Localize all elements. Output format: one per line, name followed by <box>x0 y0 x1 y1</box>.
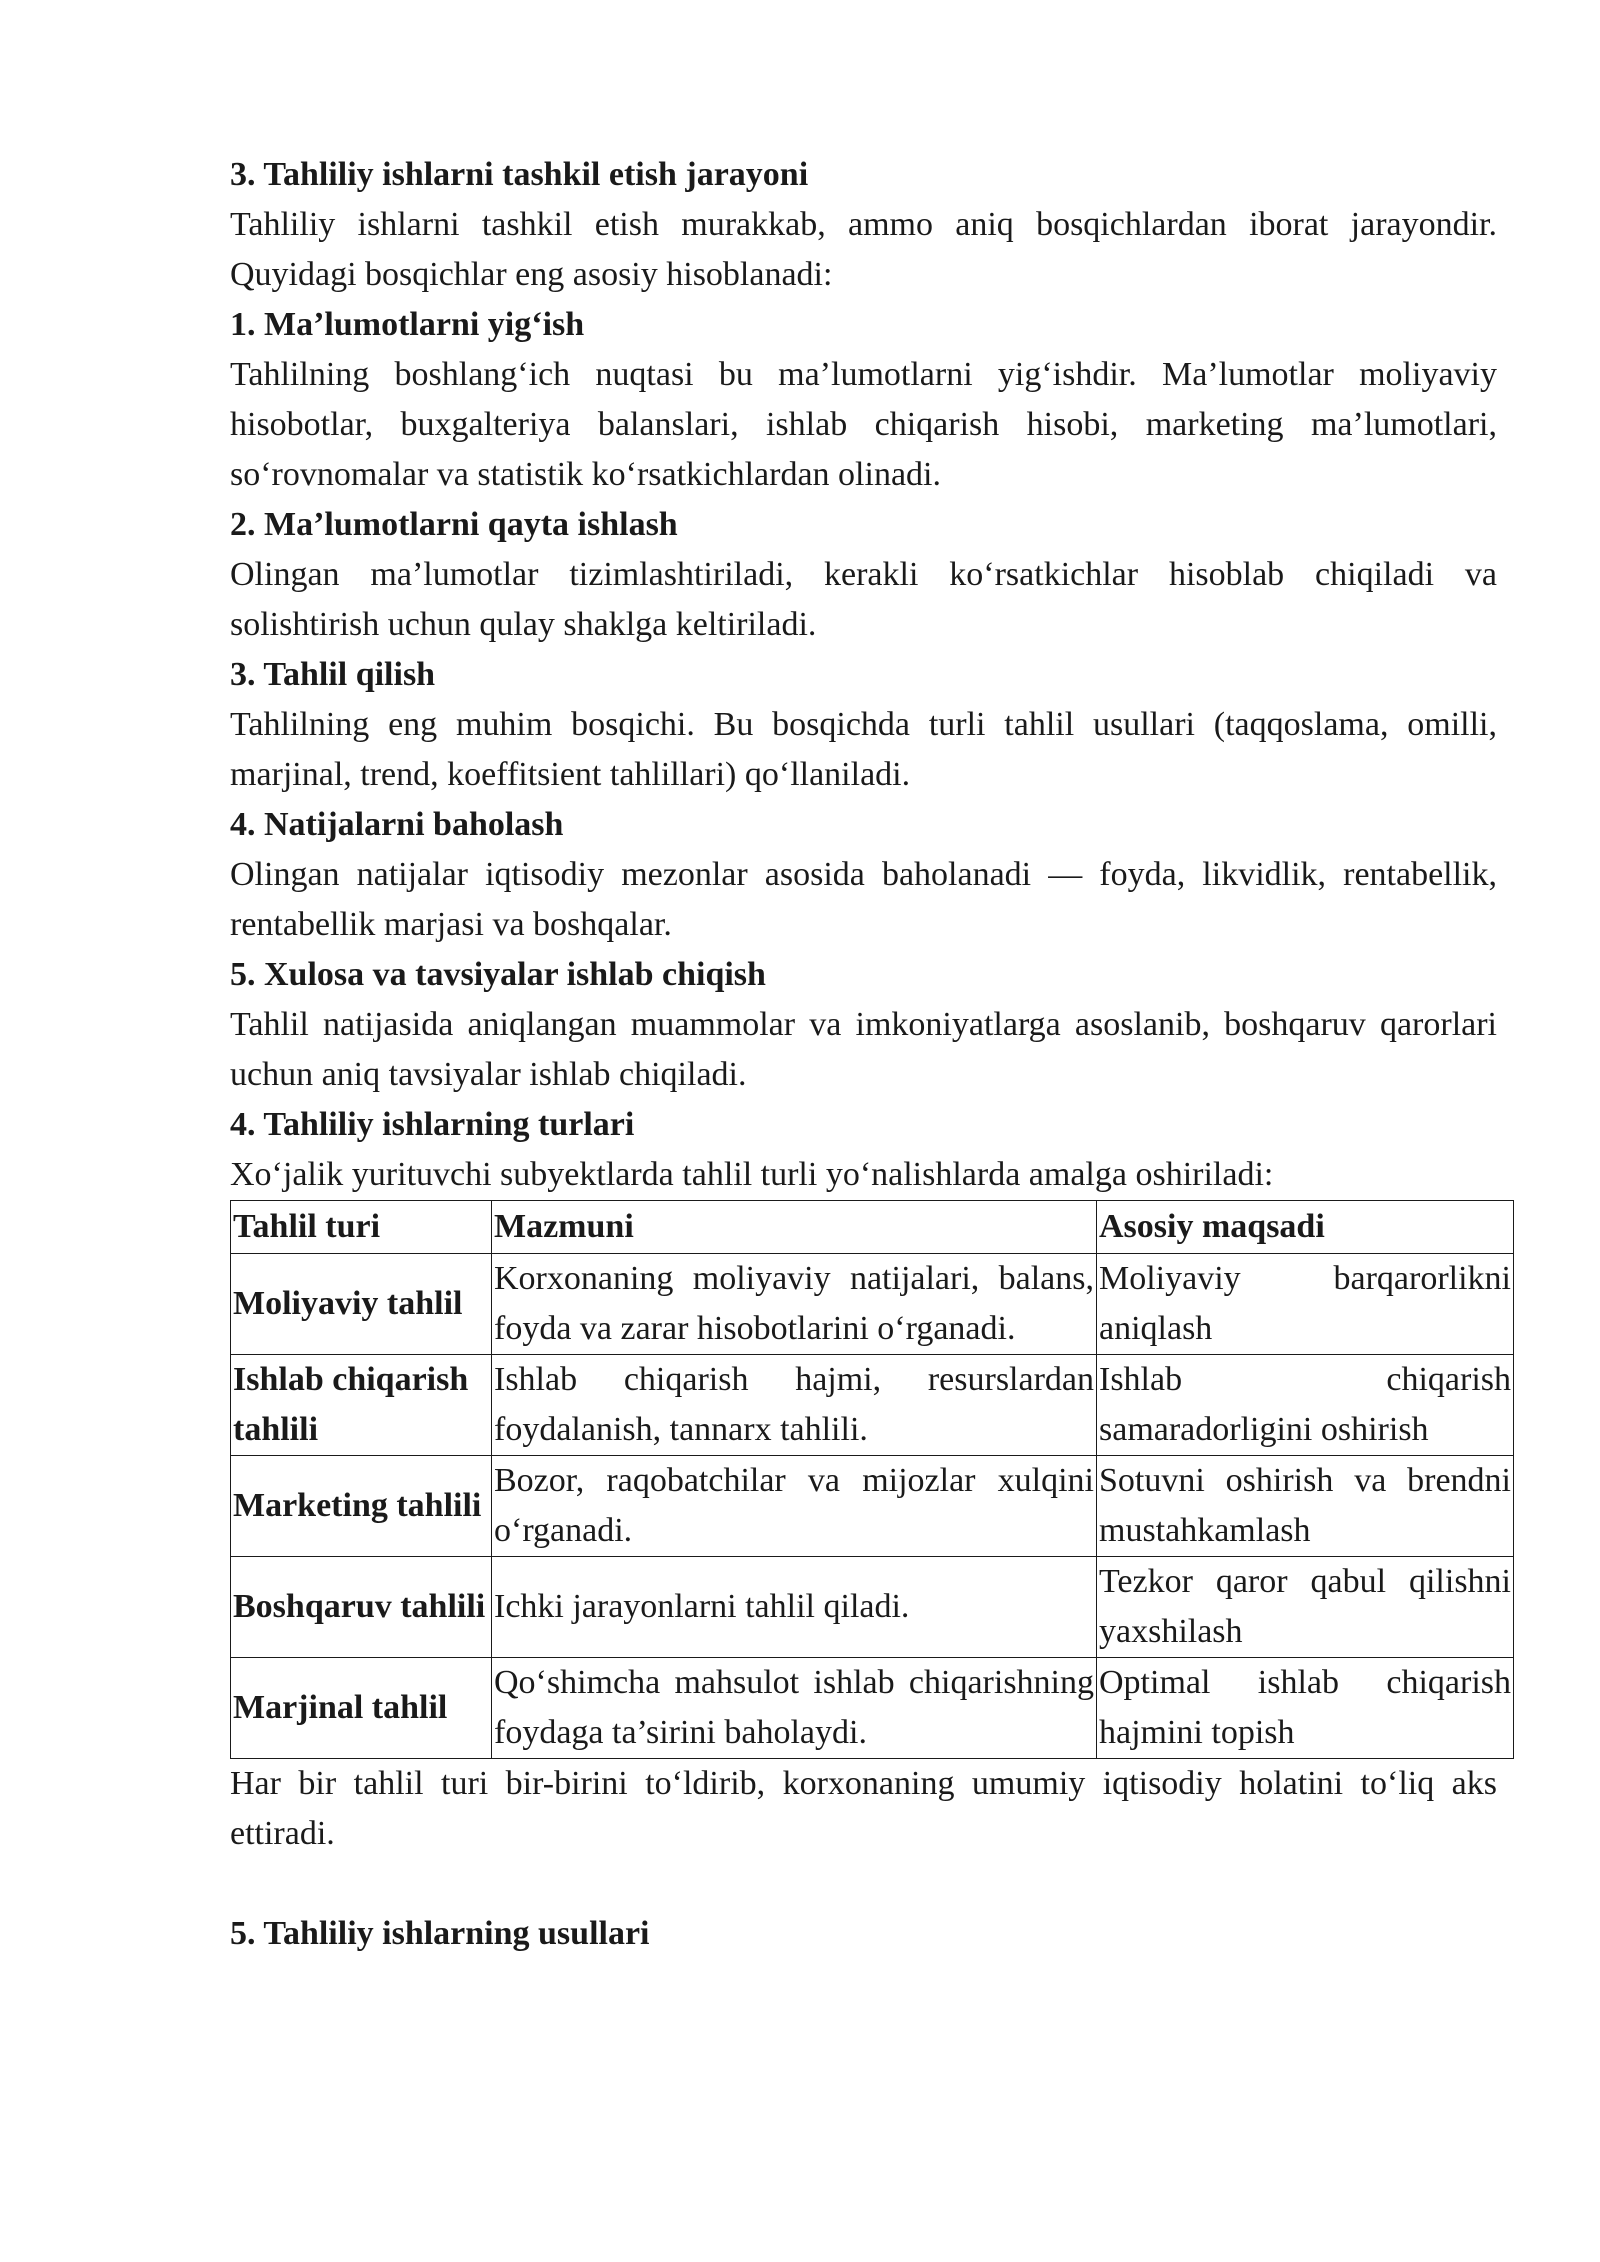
table-row <box>231 1658 1514 1759</box>
table-cell-goal: Ishlab chiqarish samaradorligini oshirish <box>1097 1355 1514 1456</box>
section-3-heading: 3. Tahliliy ishlarni tashkil etish jarayoni <box>230 156 809 193</box>
step-3-text: Tahlilning eng muhim bosqichi. Bu bosqichda turli tahlil usullari (taqqoslama, omilli, marjinal, trend, koeffitsient tahlillari) qo‘llaniladi. <box>230 706 1497 793</box>
table-cell-goal: Sotuvni oshirish va brendni mustahkamlash <box>1097 1456 1514 1557</box>
table-cell-type: Marketing tahlili <box>231 1456 492 1557</box>
table-cell-goal: Moliyaviy barqarorlikni aniqlash <box>1097 1254 1514 1355</box>
step-3-title: 3. Tahlil qilish <box>230 656 436 693</box>
section-3-intro: Tahliliy ishlarni tashkil etish murakkab, ammo aniq bosqichlardan iborat jarayondir. Quyidagi bosqichlar eng asosiy hisoblanadi: <box>230 206 1497 293</box>
table-header-row <box>231 1201 1514 1254</box>
column-header-type: Tahlil turi <box>231 1201 492 1254</box>
section-4-conclusion: Har bir tahlil turi bir-birini to‘ldirib, korxonaning umumiy iqtisodiy holatini to‘liq aks ettiradi. <box>230 1765 1497 1852</box>
column-header-goal: Asosiy maqsadi <box>1097 1201 1514 1254</box>
step-5-text: Tahlil natijasida aniqlangan muammolar va imkoniyatlarga asoslanib, boshqaruv qarorlari uchun aniq tavsiyalar ishlab chiqiladi. <box>230 1006 1497 1093</box>
paragraph-gap <box>230 1859 1497 1909</box>
table-cell-goal: Tezkor qaror qabul qilishni yaxshilash <box>1097 1557 1514 1658</box>
table-cell-content: Qo‘shimcha mahsulot ishlab chiqarishning foydaga ta’sirini baholaydi. <box>492 1658 1097 1759</box>
step-2-title: 2. Ma’lumotlarni qayta ishlash <box>230 506 678 543</box>
section-4-heading: 4. Tahliliy ishlarning turlari <box>230 1106 635 1143</box>
table-cell-type: Boshqaruv tahlili <box>231 1557 492 1658</box>
table-cell-type: Moliyaviy tahlil <box>231 1254 492 1355</box>
table-cell-type: Marjinal tahlil <box>231 1658 492 1759</box>
step-5-title: 5. Xulosa va tavsiyalar ishlab chiqish <box>230 956 766 993</box>
table-row <box>231 1557 1514 1658</box>
step-2-text: Olingan ma’lumotlar tizimlashtiriladi, kerakli ko‘rsatkichlar hisoblab chiqiladi va solishtirish uchun qulay shaklga keltiriladi. <box>230 556 1497 643</box>
table-row <box>231 1355 1514 1456</box>
step-1-title: 1. Ma’lumotlarni yig‘ish <box>230 306 585 343</box>
table-cell-content: Ishlab chiqarish hajmi, resurslardan foydalanish, tannarx tahlili. <box>492 1355 1097 1456</box>
step-1-text: Tahlilning boshlang‘ich nuqtasi bu ma’lumotlarni yig‘ishdir. Ma’lumotlar moliyaviy hisobotlar, buxgalteriya balanslari, ishlab chiqarish hisobi, marketing ma’lumotlari, so‘rovnomalar va statistik ko‘rsatkichlardan olinadi. <box>230 356 1497 493</box>
analysis-types-table <box>230 1200 1514 1759</box>
table-row <box>231 1456 1514 1557</box>
step-4-text: Olingan natijalar iqtisodiy mezonlar asosida baholanadi — foyda, likvidlik, rentabellik, rentabellik marjasi va boshqalar. <box>230 856 1497 943</box>
table-cell-content: Bozor, raqobatchilar va mijozlar xulqini o‘rganadi. <box>492 1456 1097 1557</box>
table-cell-type: Ishlab chiqarish tahlili <box>231 1355 492 1456</box>
column-header-content: Mazmuni <box>492 1201 1097 1254</box>
table-cell-goal: Optimal ishlab chiqarish hajmini topish <box>1097 1658 1514 1759</box>
step-4-title: 4. Natijalarni baholash <box>230 806 564 843</box>
section-5-heading: 5. Tahliliy ishlarning usullari <box>230 1915 650 1952</box>
section-4-intro: Xo‘jalik yurituvchi subyektlarda tahlil turli yo‘nalishlarda amalga oshiriladi: <box>230 1156 1274 1193</box>
table-cell-content: Ichki jarayonlarni tahlil qiladi. <box>492 1557 1097 1658</box>
table-row <box>231 1254 1514 1355</box>
table-cell-content: Korxonaning moliyaviy natijalari, balans, foyda va zarar hisobotlarini o‘rganadi. <box>492 1254 1097 1355</box>
document-page <box>230 150 1511 1959</box>
